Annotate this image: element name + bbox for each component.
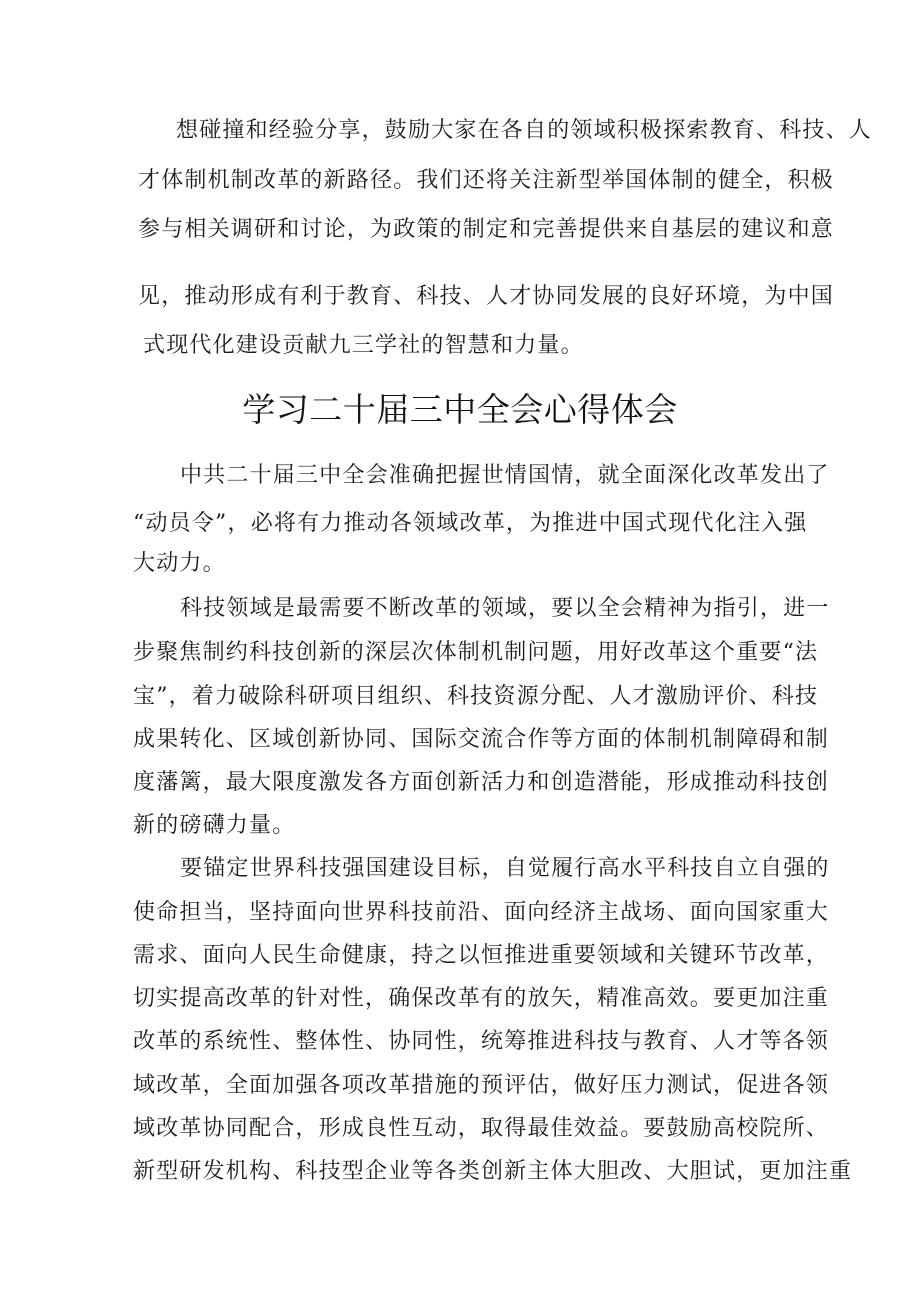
text-line: 使命担当，坚持面向世界科技前沿、面向经济主战场、面向国家重大 — [133, 900, 830, 925]
text-line: 新型研发机构、科技型企业等各类创新主体大胆改、大胆试，更加注重 — [133, 1159, 853, 1184]
text-line: 想碰撞和经验分享，鼓励大家在各自的领域积极探索教育、科技、人 — [176, 118, 873, 143]
text-line: 新的磅礴力量。 — [133, 813, 296, 838]
text-line: 科技领域是最需要不断改革的领域，要以全会精神为指引，进一 — [180, 596, 830, 621]
text-line: 才体制机制改革的新路径。我们还将关注新型举国体制的健全，积极 — [138, 168, 835, 193]
text-line: 切实提高改革的针对性，确保改革有的放矢，精准高效。要更加注重 — [133, 986, 830, 1011]
text-line: “动员令”，必将有力推动各领域改革，为推进中国式现代化注入强 — [133, 511, 808, 536]
text-line: 步聚焦制约科技创新的深层次体制机制问题，用好改革这个重要“法 — [133, 640, 819, 665]
text-line: 见，推动形成有利于教育、科技、人才协同发展的良好环境，为中国 — [138, 284, 835, 309]
text-line: 大动力。 — [133, 551, 226, 576]
text-line: 中共二十届三中全会准确把握世情国情，就全面深化改革发出了 — [180, 463, 830, 488]
text-line: 参与相关调研和讨论，为政策的制定和完善提供来自基层的建议和意 — [138, 217, 835, 242]
text-line: 域改革，全面加强各项改革措施的预评估，做好压力测试，促进各领 — [133, 1073, 830, 1098]
text-line: 要锚定世界科技强国建设目标，自觉履行高水平科技自立自强的 — [180, 856, 830, 881]
section-title: 学习二十届三中全会心得体会 — [242, 390, 678, 429]
text-line: 宝”，着力破除科研项目组织、科技资源分配、人才激励评价、科技 — [133, 684, 819, 709]
text-line: 需求、面向人民生命健康，持之以恒推进重要领域和关键环节改革， — [133, 943, 830, 968]
text-line: 改革的系统性、整体性、协同性，统筹推进科技与教育、人才等各领 — [133, 1029, 830, 1054]
text-line: 度藩篱，最大限度激发各方面创新活力和创造潜能，形成推动科技创 — [133, 770, 830, 795]
text-line: 成果转化、区域创新协同、国际交流合作等方面的体制机制障碍和制 — [133, 727, 830, 752]
text-line: 域改革协同配合，形成良性互动，取得最佳效益。要鼓励高校院所、 — [133, 1116, 830, 1141]
text-line: 式现代化建设贡献九三学社的智慧和力量。 — [143, 333, 584, 358]
